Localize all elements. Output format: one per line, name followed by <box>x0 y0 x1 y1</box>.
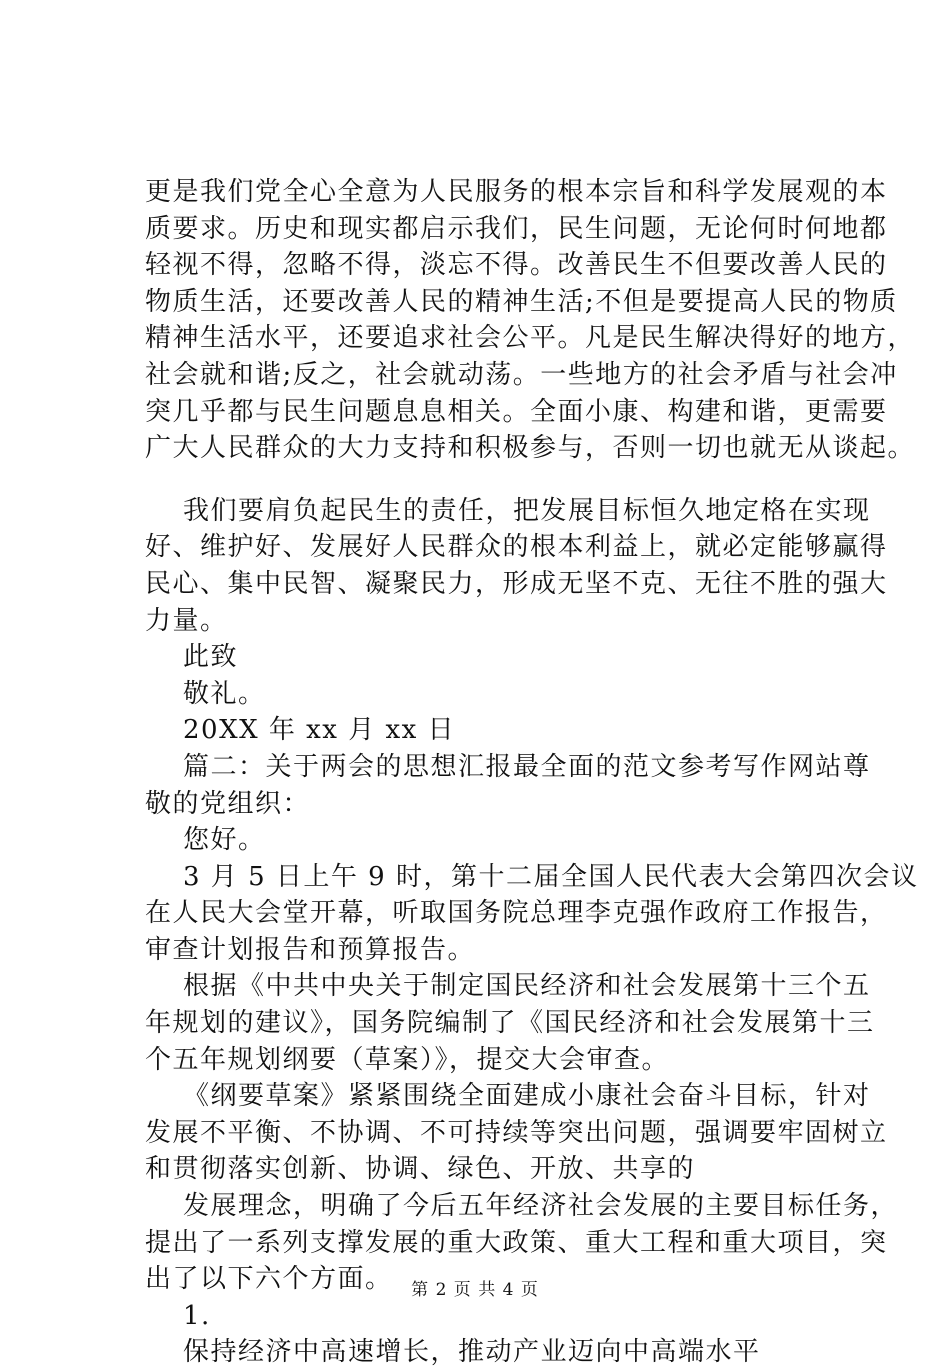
paragraph-1 <box>145 174 916 467</box>
text-line: 3 月 5 日上午 9 时，第十二届全国人民代表大会第四次会议 <box>183 861 919 892</box>
text-line: 在人民大会堂开幕，听取国务院总理李克强作政府工作报告， <box>145 898 888 929</box>
text-line: 好、维护好、发展好人民群众的根本利益上，就必定能够赢得 <box>145 532 888 563</box>
text-line: 出了以下六个方面。 <box>145 1264 393 1295</box>
closing-regards: 敬礼。 <box>183 678 266 709</box>
text-line: 我们要肩负起民生的责任，把发展目标恒久地定格在实现 <box>183 495 871 526</box>
text-line: 和贯彻落实创新、协调、绿色、开放、共享的 <box>145 1154 696 1185</box>
text-line: 《纲要草案》紧紧围绕全面建成小康社会奋斗目标，针对 <box>183 1081 871 1112</box>
text-line: 轻视不得，忽略不得，淡忘不得。改善民生不但要改善人民的 <box>145 250 888 281</box>
text-line: 个五年规划纲要（草案）》，提交大会审查。 <box>145 1044 670 1075</box>
text-line: 审查计划报告和预算报告。 <box>145 934 476 965</box>
text-line: 物质生活，还要改善人民的精神生活;不但是要提高人民的物质 <box>145 286 898 317</box>
text-line: 年规划的建议》，国务院编制了《国民经济和社会发展第十三 <box>145 1008 875 1039</box>
text-line: 发展理念，明确了今后五年经济社会发展的主要目标任务， <box>183 1191 899 1222</box>
page-footer: 第 2 页 共 4 页 <box>411 1280 539 1300</box>
text-line: 提出了一系列支撑发展的重大政策、重大工程和重大项目，突 <box>145 1227 888 1258</box>
greeting: 您好。 <box>183 825 266 856</box>
text-line: 社会就和谐;反之，社会就动荡。一些地方的社会矛盾与社会冲 <box>145 359 898 390</box>
text-line: 民心、集中民智、凝聚民力，形成无坚不克、无往不胜的强大 <box>145 568 888 599</box>
text-line: 质要求。历史和现实都启示我们，民生问题，无论何时何地都 <box>145 213 888 244</box>
paragraph-3 <box>145 859 919 969</box>
paragraph-4 <box>145 968 875 1078</box>
document-body <box>145 174 919 1371</box>
section-title: 篇二：关于两会的思想汇报最全面的范文参考写作网站尊 <box>183 751 871 782</box>
list-item-text: 保持经济中高速增长，推动产业迈向中高端水平 <box>183 1337 761 1368</box>
text-line: 精神生活水平，还要追求社会公平。凡是民生解决得好的地方， <box>145 323 916 354</box>
text-line: 更是我们党全心全意为人民服务的根本宗旨和科学发展观的本 <box>145 177 888 207</box>
text-line: 突几乎都与民生问题息息相关。全面小康、构建和谐，更需要 <box>145 396 888 427</box>
text-line: 力量。 <box>145 605 228 636</box>
closing-date: 20XX 年 xx 月 xx 日 <box>183 715 456 746</box>
list-item-number: 1. <box>183 1300 211 1331</box>
text-line: 发展不平衡、不协调、不可持续等突出问题，强调要牢固树立 <box>145 1117 888 1148</box>
text-line: 广大人民群众的大力支持和积极参与，否则一切也就无从谈起。 <box>145 433 916 464</box>
paragraph-5 <box>145 1078 888 1188</box>
text-line: 根据《中共中央关于制定国民经济和社会发展第十三个五 <box>183 971 871 1002</box>
section-title-continued: 敬的党组织： <box>145 788 311 819</box>
paragraph-spacer <box>145 467 825 493</box>
paragraph-2 <box>145 493 888 639</box>
closing-salutation: 此致 <box>183 642 239 673</box>
